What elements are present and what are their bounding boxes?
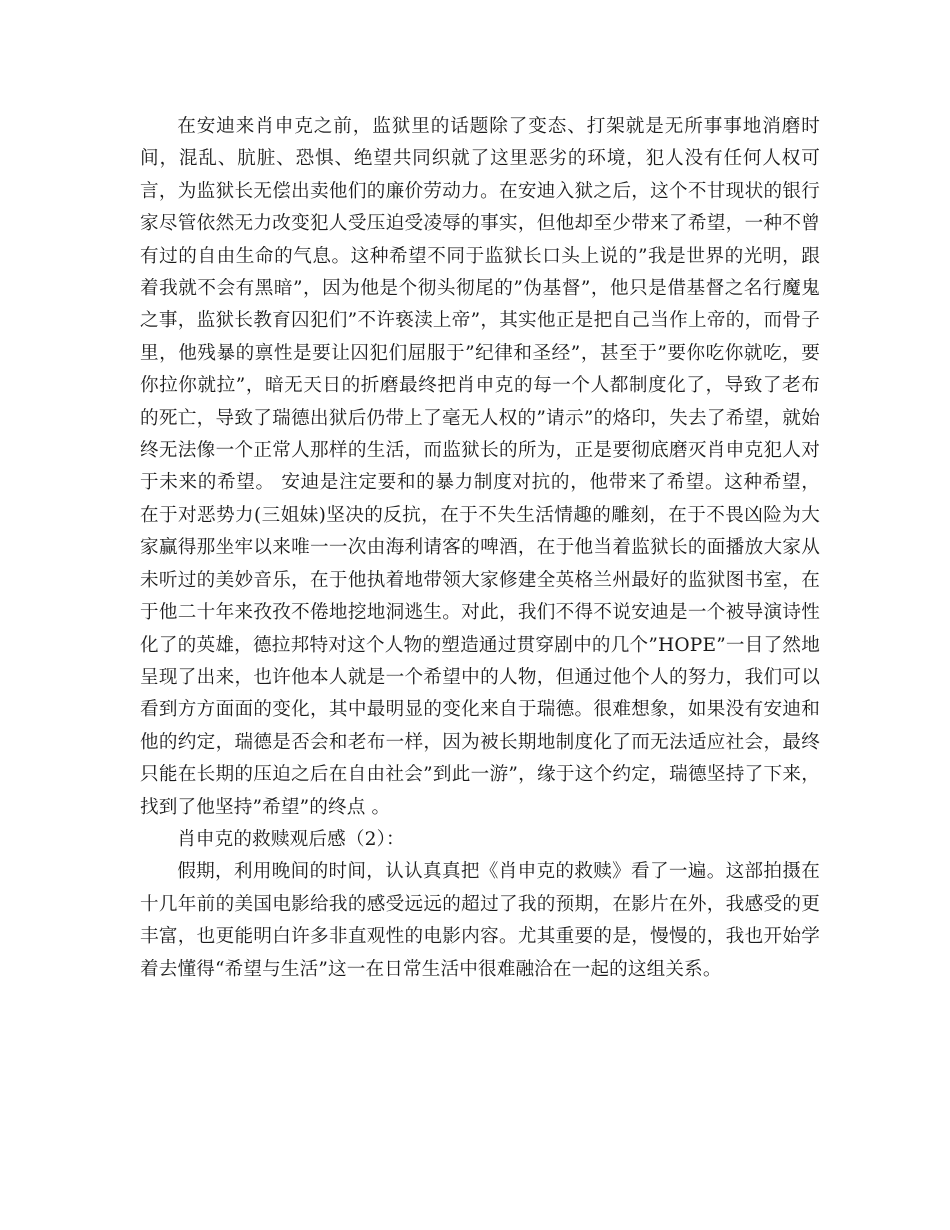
section-heading-review-2: 肖申克的救赎观后感（2）： — [177, 828, 405, 850]
paragraph-holiday-viewing: 假期，利用晚间的时间，认认真真把《肖申克的救赎》看了一遍。这部拍摄在十几年前的美国电影给我的感受远远的超过了我的预期，在影片在外，我感受的更丰富，也更能明白许多非直观性的电影内容。尤其重要的是，慢慢的，我也开始学着去懂得“希望与生活”这一在日常生活中很难融洽在一起的这组关系。 — [140, 861, 820, 980]
document-body — [140, 111, 820, 986]
paragraph-shawshank-hope: 在安迪来肖申克之前，监狱里的话题除了变态、打架就是无所事事地消磨时间，混乱、肮脏、恐惧、绝望共同织就了这里恶劣的环境，犯人没有任何人权可言，为监狱长无偿出卖他们的廉价劳动力。在安迪入狱之后，这个不甘现状的银行家尽管依然无力改变犯人受压迫受凌辱的事实，但他却至少带来了希望，一种不曾有过的自由生命的气息。这种希望不同于监狱长口头上说的”我是世界的光明，跟着我就不会有黑暗”，因为他是个彻头彻尾的”伪基督”，他只是借基督之名行魔鬼之事，监狱长教育囚犯们”不许亵渎上帝”，其实他正是把自己当作上帝的，而骨子里，他残暴的禀性是要让囚犯们屈服于”纪律和圣经”，甚至于”要你吃你就吃，要你拉你就拉”，暗无天日的折磨最终把肖申克的每一个人都制度化了，导致了老布的死亡，导致了瑞德出狱后仍带上了毫无人权的”请示”的烙印，失去了希望，就始终无法像一个正常人那样的生活，而监狱长的所为，正是要彻底磨灭肖申克犯人对于未来的希望。 安迪是注定要和的暴力制度对抗的，他带来了希望。这种希望，在于对恶势力(三姐妹)坚决的反抗，在于不失生活情趣的雕刻，在于不畏凶险为大家赢得那坐牢以来唯一一次由海利请客的啤酒，在于他当着监狱长的面播放大家从未听过的美妙音乐，在于他执着地带领大家修建全英格兰州最好的监狱图书室，在于他二十年来孜孜不倦地挖地洞逃生。对此，我们不得不说安迪是一个被导演诗性化了的英雄，德拉邦特对这个人物的塑造通过贯穿剧中的几个”HOPE”一目了然地呈现了出来，也许他本人就是一个希望中的人物，但通过他个人的努力，我们可以看到方方面面的变化，其中最明显的变化来自于瑞德。很难想象，如果没有安迪和他的约定，瑞德是否会和老布一样，因为被长期地制度化了而无法适应社会，最终只能在长期的压迫之后在自由社会”到此一游”，缘于这个约定，瑞德坚持了下来，找到了他坚持”希望”的终点 。 — [140, 116, 820, 818]
